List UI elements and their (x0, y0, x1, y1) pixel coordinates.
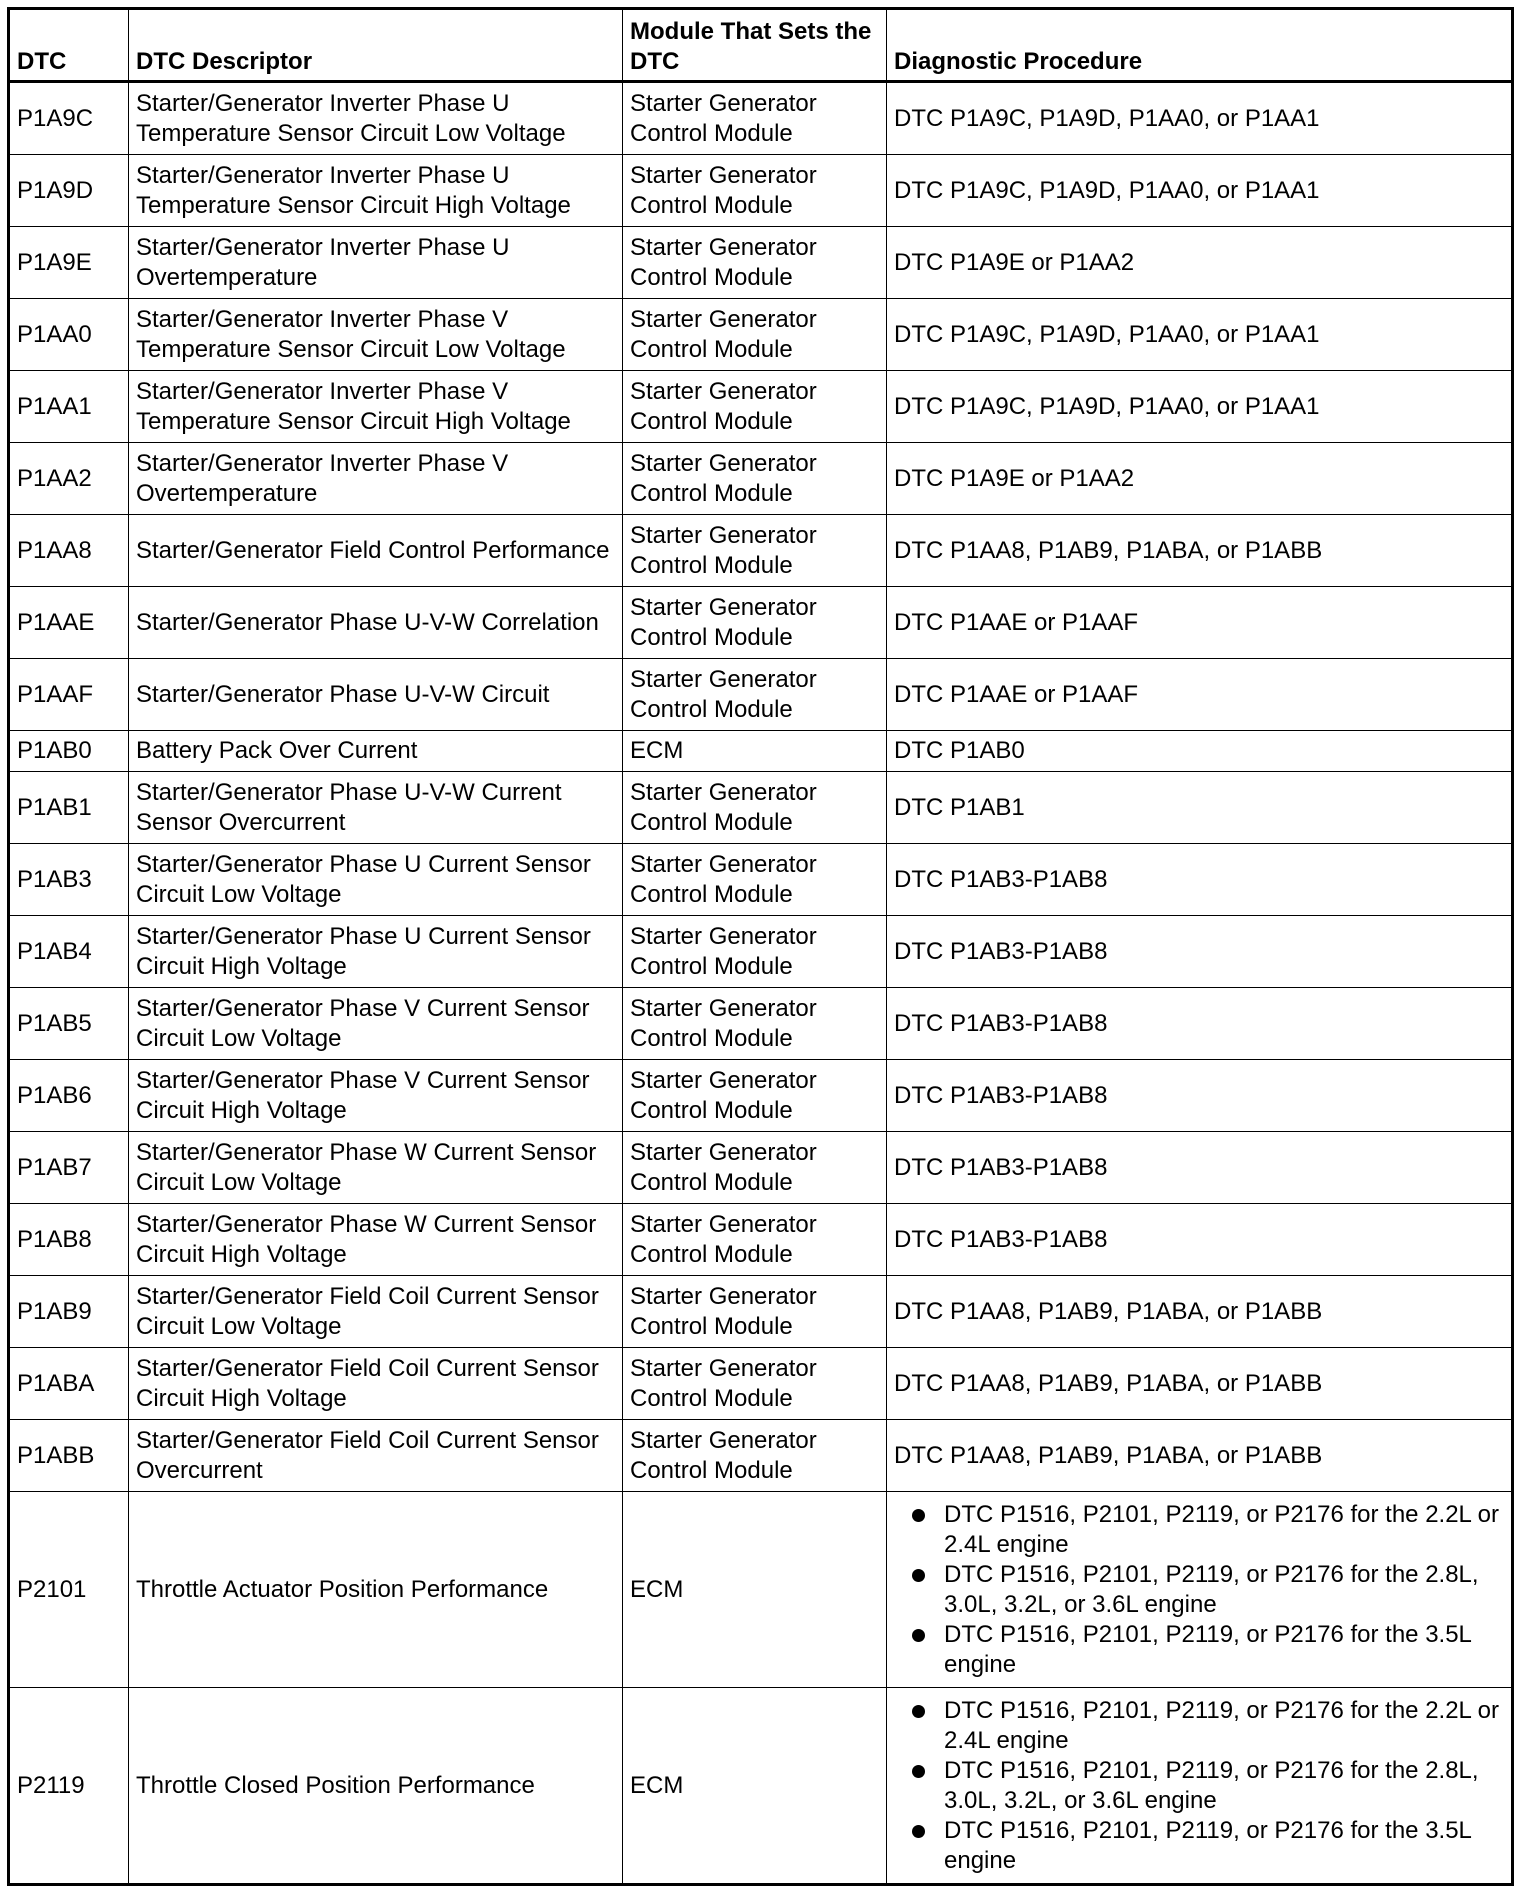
dtc-code: P1A9C (9, 82, 129, 155)
table-row (9, 844, 1513, 916)
header-row (9, 9, 1513, 82)
dtc-procedure: DTC P1AB3-P1AB8 (887, 1132, 1513, 1204)
dtc-code: P1AB4 (9, 916, 129, 988)
dtc-procedure: DTC P1AB3-P1AB8 (887, 916, 1513, 988)
dtc-descriptor: Starter/Generator Phase U Current Sensor Circuit Low Voltage (129, 844, 623, 916)
dtc-code: P1AA1 (9, 371, 129, 443)
dtc-descriptor: Starter/Generator Inverter Phase V Temperature Sensor Circuit High Voltage (129, 371, 623, 443)
procedure-link-text: DTC P1516, P2101, P2119, or P2176 for the 2.8L, 3.0L, 3.2L, or 3.6L engine (944, 1756, 1479, 1814)
table-row (9, 659, 1513, 731)
dtc-procedure: DTC P1AA8, P1AB9, P1ABA, or P1ABB (887, 1348, 1513, 1420)
dtc-module: Starter Generator Control Module (623, 155, 887, 227)
table-row (9, 916, 1513, 988)
table-row (9, 587, 1513, 659)
dtc-descriptor: Starter/Generator Field Coil Current Sensor Overcurrent (129, 1420, 623, 1492)
dtc-procedure: DTC P1AAE or P1AAF (887, 587, 1513, 659)
list-item (912, 1816, 1504, 1876)
dtc-descriptor: Starter/Generator Phase U-V-W Circuit (129, 659, 623, 731)
list-item (912, 1620, 1504, 1680)
bullet-icon (912, 1569, 925, 1582)
list-item (912, 1696, 1504, 1756)
dtc-procedure: DTC P1A9E or P1AA2 (887, 227, 1513, 299)
dtc-module: ECM (623, 731, 887, 772)
dtc-descriptor: Starter/Generator Phase U-V-W Current Sensor Overcurrent (129, 772, 623, 844)
procedure-list (894, 1500, 1504, 1680)
table-row (9, 1204, 1513, 1276)
procedure-link-text: DTC P1516, P2101, P2119, or P2176 for the 2.8L, 3.0L, 3.2L, or 3.6L engine (944, 1560, 1479, 1618)
header-procedure: Diagnostic Procedure (887, 9, 1513, 82)
dtc-procedure: DTC P1AA8, P1AB9, P1ABA, or P1ABB (887, 1276, 1513, 1348)
dtc-module: Starter Generator Control Module (623, 916, 887, 988)
bullet-icon (912, 1629, 925, 1642)
dtc-procedure: DTC P1AB3-P1AB8 (887, 1204, 1513, 1276)
dtc-descriptor: Starter/Generator Inverter Phase U Overtemperature (129, 227, 623, 299)
procedure-list (894, 1696, 1504, 1876)
table-row (9, 82, 1513, 155)
dtc-code: P1AA2 (9, 443, 129, 515)
dtc-module: Starter Generator Control Module (623, 1348, 887, 1420)
header-descriptor: DTC Descriptor (129, 9, 623, 82)
header-dtc: DTC (9, 9, 129, 82)
table-row (9, 299, 1513, 371)
dtc-module: Starter Generator Control Module (623, 1060, 887, 1132)
dtc-module: Starter Generator Control Module (623, 1276, 887, 1348)
dtc-descriptor: Throttle Actuator Position Performance (129, 1492, 623, 1688)
dtc-module: Starter Generator Control Module (623, 515, 887, 587)
dtc-procedure: DTC P1A9C, P1A9D, P1AA0, or P1AA1 (887, 371, 1513, 443)
dtc-module: Starter Generator Control Module (623, 299, 887, 371)
dtc-descriptor: Starter/Generator Inverter Phase U Temperature Sensor Circuit Low Voltage (129, 82, 623, 155)
dtc-descriptor: Throttle Closed Position Performance (129, 1688, 623, 1885)
table-row (9, 1348, 1513, 1420)
dtc-descriptor: Battery Pack Over Current (129, 731, 623, 772)
table-row (9, 731, 1513, 772)
dtc-descriptor: Starter/Generator Phase V Current Sensor Circuit Low Voltage (129, 988, 623, 1060)
table-row (9, 515, 1513, 587)
list-item (912, 1756, 1504, 1816)
dtc-module: Starter Generator Control Module (623, 227, 887, 299)
dtc-code: P1AAF (9, 659, 129, 731)
dtc-descriptor: Starter/Generator Phase W Current Sensor Circuit Low Voltage (129, 1132, 623, 1204)
dtc-code: P1ABB (9, 1420, 129, 1492)
dtc-descriptor: Starter/Generator Field Coil Current Sensor Circuit Low Voltage (129, 1276, 623, 1348)
table-row (9, 1688, 1513, 1885)
dtc-module: Starter Generator Control Module (623, 988, 887, 1060)
dtc-module: ECM (623, 1492, 887, 1688)
dtc-procedure: DTC P1A9C, P1A9D, P1AA0, or P1AA1 (887, 155, 1513, 227)
table-row (9, 1060, 1513, 1132)
procedure-link-text: DTC P1516, P2101, P2119, or P2176 for the 2.2L or 2.4L engine (944, 1500, 1500, 1558)
dtc-descriptor: Starter/Generator Phase V Current Sensor Circuit High Voltage (129, 1060, 623, 1132)
dtc-descriptor: Starter/Generator Inverter Phase V Overtemperature (129, 443, 623, 515)
bullet-icon (912, 1509, 925, 1522)
dtc-code: P1AA8 (9, 515, 129, 587)
dtc-code: P1A9E (9, 227, 129, 299)
dtc-descriptor: Starter/Generator Field Control Performance (129, 515, 623, 587)
dtc-code: P1AB5 (9, 988, 129, 1060)
dtc-module: Starter Generator Control Module (623, 1132, 887, 1204)
bullet-icon (912, 1705, 925, 1718)
dtc-procedure: DTC P1AA8, P1AB9, P1ABA, or P1ABB (887, 515, 1513, 587)
table-row (9, 155, 1513, 227)
dtc-code: P1AB9 (9, 1276, 129, 1348)
header-module: Module That Sets the DTC (623, 9, 887, 82)
dtc-module: Starter Generator Control Module (623, 443, 887, 515)
dtc-module: Starter Generator Control Module (623, 1204, 887, 1276)
dtc-module: Starter Generator Control Module (623, 844, 887, 916)
dtc-procedure-list (887, 1688, 1513, 1885)
dtc-descriptor: Starter/Generator Phase U-V-W Correlation (129, 587, 623, 659)
dtc-module: Starter Generator Control Module (623, 772, 887, 844)
dtc-code: P1AAE (9, 587, 129, 659)
dtc-module: Starter Generator Control Module (623, 82, 887, 155)
dtc-procedure: DTC P1AB3-P1AB8 (887, 844, 1513, 916)
dtc-module: Starter Generator Control Module (623, 659, 887, 731)
dtc-code: P1ABA (9, 1348, 129, 1420)
list-item (912, 1560, 1504, 1620)
dtc-code: P1AB3 (9, 844, 129, 916)
dtc-procedure: DTC P1AB1 (887, 772, 1513, 844)
dtc-procedure: DTC P1A9C, P1A9D, P1AA0, or P1AA1 (887, 299, 1513, 371)
list-item (912, 1500, 1504, 1560)
table-row (9, 443, 1513, 515)
dtc-descriptor: Starter/Generator Field Coil Current Sensor Circuit High Voltage (129, 1348, 623, 1420)
dtc-procedure: DTC P1AB3-P1AB8 (887, 988, 1513, 1060)
table-row (9, 1132, 1513, 1204)
dtc-code: P1AB8 (9, 1204, 129, 1276)
table-row (9, 1420, 1513, 1492)
dtc-code: P2119 (9, 1688, 129, 1885)
dtc-procedure-list (887, 1492, 1513, 1688)
dtc-procedure: DTC P1AB0 (887, 731, 1513, 772)
dtc-procedure: DTC P1AB3-P1AB8 (887, 1060, 1513, 1132)
table-row (9, 1492, 1513, 1688)
dtc-code: P1AB7 (9, 1132, 129, 1204)
dtc-module: Starter Generator Control Module (623, 587, 887, 659)
table-row (9, 988, 1513, 1060)
procedure-link-text: DTC P1516, P2101, P2119, or P2176 for the 3.5L engine (944, 1816, 1472, 1874)
procedure-link-text: DTC P1516, P2101, P2119, or P2176 for the 3.5L engine (944, 1620, 1472, 1678)
dtc-code: P1AB1 (9, 772, 129, 844)
dtc-descriptor: Starter/Generator Inverter Phase V Temperature Sensor Circuit Low Voltage (129, 299, 623, 371)
dtc-module: Starter Generator Control Module (623, 1420, 887, 1492)
dtc-code: P2101 (9, 1492, 129, 1688)
dtc-descriptor: Starter/Generator Phase W Current Sensor Circuit High Voltage (129, 1204, 623, 1276)
dtc-procedure: DTC P1A9E or P1AA2 (887, 443, 1513, 515)
bullet-icon (912, 1825, 925, 1838)
dtc-procedure: DTC P1AA8, P1AB9, P1ABA, or P1ABB (887, 1420, 1513, 1492)
table-row (9, 1276, 1513, 1348)
dtc-descriptor: Starter/Generator Phase U Current Sensor Circuit High Voltage (129, 916, 623, 988)
procedure-link-text: DTC P1516, P2101, P2119, or P2176 for the 2.2L or 2.4L engine (944, 1696, 1500, 1754)
dtc-module: ECM (623, 1688, 887, 1885)
dtc-procedure: DTC P1AAE or P1AAF (887, 659, 1513, 731)
dtc-module: Starter Generator Control Module (623, 371, 887, 443)
dtc-table (7, 7, 1514, 1886)
dtc-procedure: DTC P1A9C, P1A9D, P1AA0, or P1AA1 (887, 82, 1513, 155)
dtc-code: P1AB0 (9, 731, 129, 772)
dtc-descriptor: Starter/Generator Inverter Phase U Temperature Sensor Circuit High Voltage (129, 155, 623, 227)
dtc-code: P1AB6 (9, 1060, 129, 1132)
table-row (9, 772, 1513, 844)
table-row (9, 227, 1513, 299)
dtc-code: P1AA0 (9, 299, 129, 371)
dtc-code: P1A9D (9, 155, 129, 227)
table-row (9, 371, 1513, 443)
bullet-icon (912, 1765, 925, 1778)
